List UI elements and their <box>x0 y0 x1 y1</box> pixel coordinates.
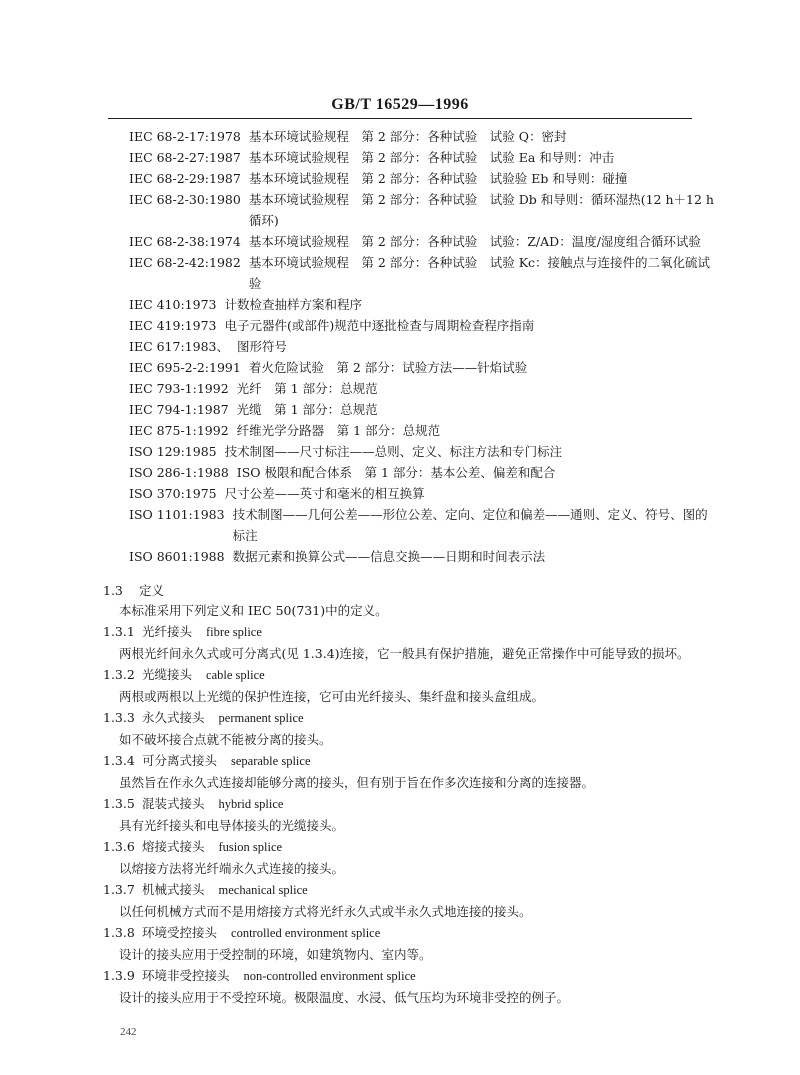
reference-title: 技术制图——几何公差——形位公差、定向、定位和偏差——通则、定义、符号、图的标注 <box>232 507 708 543</box>
reference-code: IEC 68-2-17:1978 <box>129 129 241 144</box>
definition-text: 设计的接头应用于受控制的环境，如建筑物内、室内等。 <box>119 947 432 962</box>
term-english: separable splice <box>231 754 311 768</box>
term-chinese: 光缆接头 <box>142 667 193 682</box>
reference-code: IEC 617:1983、 <box>129 339 229 354</box>
term-chinese: 机械式接头 <box>142 882 205 897</box>
reference-entry <box>129 315 719 336</box>
reference-code: ISO 370:1975 <box>129 486 217 501</box>
reference-code: IEC 410:1973 <box>129 297 217 312</box>
reference-code: IEC 793-1:1992 <box>129 381 229 396</box>
term-chinese: 熔接式接头 <box>142 839 205 854</box>
reference-entry <box>129 399 719 420</box>
reference-entry <box>129 357 719 378</box>
definition-number: 1.3.1 <box>103 624 135 639</box>
term-chinese: 永久式接头 <box>142 710 205 725</box>
definition-heading <box>103 965 718 987</box>
definition-text: 两根或两根以上光缆的保护性连接，它可由光纤接头、集纤盘和接头盒组成。 <box>119 689 545 704</box>
term-english: cable splice <box>206 668 265 682</box>
reference-title: 基本环境试验规程 第 2 部分：各种试验 试验 Db 和导则：循环湿热(12 h＋12 h 循环) <box>248 192 714 228</box>
reference-title: 光缆 第 1 部分：总规范 <box>236 402 378 417</box>
definition-heading <box>103 879 718 901</box>
reference-code: IEC 68-2-29:1987 <box>129 171 241 186</box>
definition-text: 如不破坏接合点就不能被分离的接头。 <box>119 732 332 747</box>
definition-number: 1.3.7 <box>103 882 135 897</box>
reference-code: ISO 286-1:1988 <box>129 465 229 480</box>
term-english: non-controlled environment splice <box>243 969 416 983</box>
definition-heading <box>103 750 718 772</box>
definition-number: 1.3.6 <box>103 839 135 854</box>
reference-title: ISO 极限和配合体系 第 1 部分：基本公差、偏差和配合 <box>236 465 556 480</box>
normative-references-list <box>129 126 719 567</box>
reference-entry <box>129 378 719 399</box>
definitions-section <box>103 581 718 1008</box>
reference-title: 基本环境试验规程 第 2 部分：各种试验 试验 Kc：接触点与连接件的二氧化硫试验 <box>248 255 711 291</box>
definition-heading <box>103 664 718 686</box>
term-english: fibre splice <box>206 625 262 639</box>
reference-code: IEC 695-2-2:1991 <box>129 360 241 375</box>
section-heading <box>103 581 718 601</box>
reference-title: 电子元器件(或部件)规范中逐批检查与周期检查程序指南 <box>224 318 535 333</box>
section-intro: 本标准采用下列定义和 IEC 50(731)中的定义。 <box>119 603 388 618</box>
term-english: permanent splice <box>218 711 304 725</box>
reference-title: 技术制图——尺寸标注——总则、定义、标注方法和专门标注 <box>224 444 563 459</box>
section-title: 定义 <box>139 583 165 598</box>
reference-title: 尺寸公差——英寸和毫米的相互换算 <box>224 486 425 501</box>
reference-title: 基本环境试验规程 第 2 部分：各种试验 试验 Q：密封 <box>248 129 567 144</box>
reference-entry <box>129 546 719 567</box>
definition-heading <box>103 793 718 815</box>
page-number: 242 <box>120 1026 137 1038</box>
reference-entry <box>129 483 719 504</box>
definition-text: 以熔接方法将光纤端永久式连接的接头。 <box>119 861 345 876</box>
reference-title: 光纤 第 1 部分：总规范 <box>236 381 378 396</box>
term-chinese: 光纤接头 <box>142 624 193 639</box>
definition-text: 虽然旨在作永久式连接却能够分离的接头，但有别于旨在作多次连接和分离的连接器。 <box>119 775 595 790</box>
reference-title: 数据元素和换算公式——信息交换——日期和时间表示法 <box>232 549 546 564</box>
header-rule <box>108 118 692 119</box>
definition-heading <box>103 836 718 858</box>
definition-number: 1.3.9 <box>103 968 135 983</box>
definition-text: 具有光纤接头和电导体接头的光缆接头。 <box>119 818 345 833</box>
reference-code: IEC 875-1:1992 <box>129 423 229 438</box>
reference-title: 基本环境试验规程 第 2 部分：各种试验 试验 Ea 和导则：冲击 <box>248 150 615 165</box>
reference-entry <box>129 336 719 357</box>
reference-title: 基本环境试验规程 第 2 部分：各种试验 试验：Z/AD：温度/湿度组合循环试验 <box>248 234 701 249</box>
term-chinese: 环境非受控接头 <box>142 968 230 983</box>
reference-entry <box>129 504 719 546</box>
section-number: 1.3 <box>103 583 123 598</box>
definition-text: 以任何机械方式而不是用熔接方式将光纤永久式或半永久式地连接的接头。 <box>119 904 532 919</box>
reference-entry <box>129 231 719 252</box>
term-chinese: 可分离式接头 <box>142 753 218 768</box>
reference-entry <box>129 441 719 462</box>
reference-code: IEC 68-2-42:1982 <box>129 255 241 270</box>
reference-entry <box>129 462 719 483</box>
reference-entry <box>129 252 719 294</box>
definition-text: 设计的接头应用于不受控环境。极限温度、水浸、低气压均为环境非受控的例子。 <box>119 990 570 1005</box>
definition-heading <box>103 621 718 643</box>
reference-code: IEC 419:1973 <box>129 318 217 333</box>
reference-code: IEC 68-2-27:1987 <box>129 150 241 165</box>
term-chinese: 环境受控接头 <box>142 925 218 940</box>
reference-entry <box>129 294 719 315</box>
definition-text: 两根光纤间永久式或可分离式(见 1.3.4)连接，它一般具有保护措施，避免正常操作中可能导致的损坏。 <box>119 646 690 661</box>
term-english: controlled environment splice <box>231 926 381 940</box>
definition-number: 1.3.4 <box>103 753 135 768</box>
term-chinese: 混装式接头 <box>142 796 205 811</box>
reference-title: 着火危险试验 第 2 部分：试验方法——针焰试验 <box>248 360 528 375</box>
reference-title: 计数检查抽样方案和程序 <box>224 297 362 312</box>
standard-number-header: GB/T 16529—1996 <box>331 96 469 113</box>
reference-title: 图形符号 <box>236 339 287 354</box>
reference-code: IEC 68-2-38:1974 <box>129 234 241 249</box>
definition-number: 1.3.8 <box>103 925 135 940</box>
reference-code: IEC 68-2-30:1980 <box>129 192 241 207</box>
definition-heading <box>103 922 718 944</box>
reference-entry <box>129 168 719 189</box>
reference-entry <box>129 126 719 147</box>
reference-entry <box>129 147 719 168</box>
reference-code: ISO 8601:1988 <box>129 549 225 564</box>
definition-number: 1.3.3 <box>103 710 135 725</box>
term-english: mechanical splice <box>218 883 308 897</box>
definition-heading <box>103 707 718 729</box>
reference-entry <box>129 189 719 231</box>
reference-code: IEC 794-1:1987 <box>129 402 229 417</box>
reference-title: 基本环境试验规程 第 2 部分：各种试验 试验验 Eb 和导则：碰撞 <box>248 171 628 186</box>
definition-number: 1.3.2 <box>103 667 135 682</box>
reference-code: ISO 1101:1983 <box>129 507 225 522</box>
term-english: hybrid splice <box>218 797 284 811</box>
term-english: fusion splice <box>218 840 283 854</box>
reference-code: ISO 129:1985 <box>129 444 217 459</box>
definition-number: 1.3.5 <box>103 796 135 811</box>
reference-entry <box>129 420 719 441</box>
reference-title: 纤维光学分路器 第 1 部分：总规范 <box>236 423 441 438</box>
